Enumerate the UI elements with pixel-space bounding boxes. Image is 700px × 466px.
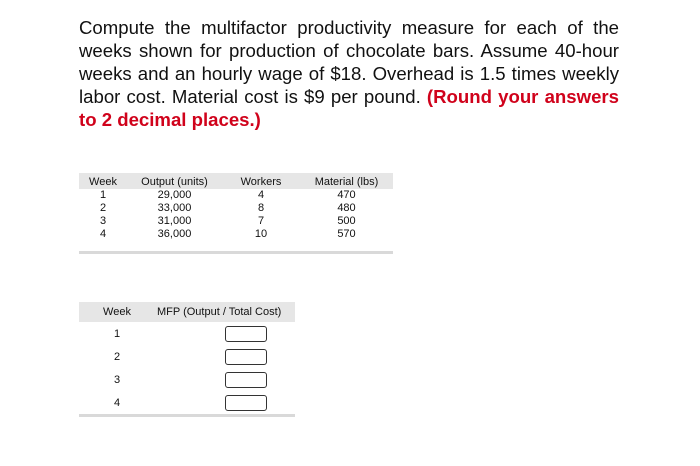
question-body: Compute the multifactor productivity measure for each of the weeks shown for production of chocolate bars. Assume 40-hour weeks and an hourly wage of $18. Overhead is 1.5 times weekly labor cost. Material cost is $9 per pound. xyxy=(79,17,619,107)
mfp-input-week-4[interactable] xyxy=(225,395,267,411)
cell-material: 500 xyxy=(337,215,356,227)
cell-output: 31,000 xyxy=(157,215,192,227)
cell-output: 33,000 xyxy=(157,202,192,214)
answer-row xyxy=(79,391,295,416)
answer-week-label: 2 xyxy=(113,350,121,363)
header-output: Output (units) xyxy=(141,175,208,188)
answer-week-label: 3 xyxy=(113,373,121,386)
question-text xyxy=(79,16,619,131)
mfp-input-week-1[interactable] xyxy=(225,326,267,342)
cell-workers: 8 xyxy=(257,202,265,214)
header-mfp: MFP (Output / Total Cost) xyxy=(157,306,282,318)
header-week: Week xyxy=(103,306,131,318)
header-material: Material (lbs) xyxy=(314,175,379,188)
cell-workers: 4 xyxy=(257,189,265,201)
table-row xyxy=(79,189,393,202)
cell-week: 1 xyxy=(99,189,107,201)
answer-row xyxy=(79,322,295,345)
answer-row xyxy=(79,345,295,368)
cell-workers: 7 xyxy=(257,215,265,227)
cell-week: 4 xyxy=(99,228,107,240)
answer-week-label: 1 xyxy=(113,327,121,340)
cell-week: 3 xyxy=(99,215,107,227)
production-table-header xyxy=(79,173,393,189)
answer-row xyxy=(79,368,295,391)
cell-material: 480 xyxy=(337,202,356,214)
table-row xyxy=(79,202,393,215)
answer-week-label: 4 xyxy=(113,396,121,409)
header-workers: Workers xyxy=(240,175,282,188)
cell-workers: 10 xyxy=(254,228,268,240)
cell-material: 570 xyxy=(337,228,356,240)
production-table xyxy=(79,173,393,254)
mfp-answer-table xyxy=(79,302,295,417)
header-week: Week xyxy=(89,175,117,188)
table-row xyxy=(79,215,393,228)
rounding-instruction: (Round your answers to 2 decimal places.) xyxy=(79,86,619,130)
mfp-input-week-2[interactable] xyxy=(225,349,267,365)
cell-output: 29,000 xyxy=(157,189,192,201)
cell-material: 470 xyxy=(337,189,356,201)
mfp-table-header xyxy=(79,302,295,322)
mfp-input-week-3[interactable] xyxy=(225,372,267,388)
cell-output: 36,000 xyxy=(157,228,192,240)
cell-week: 2 xyxy=(99,202,107,214)
table-row xyxy=(79,228,393,253)
